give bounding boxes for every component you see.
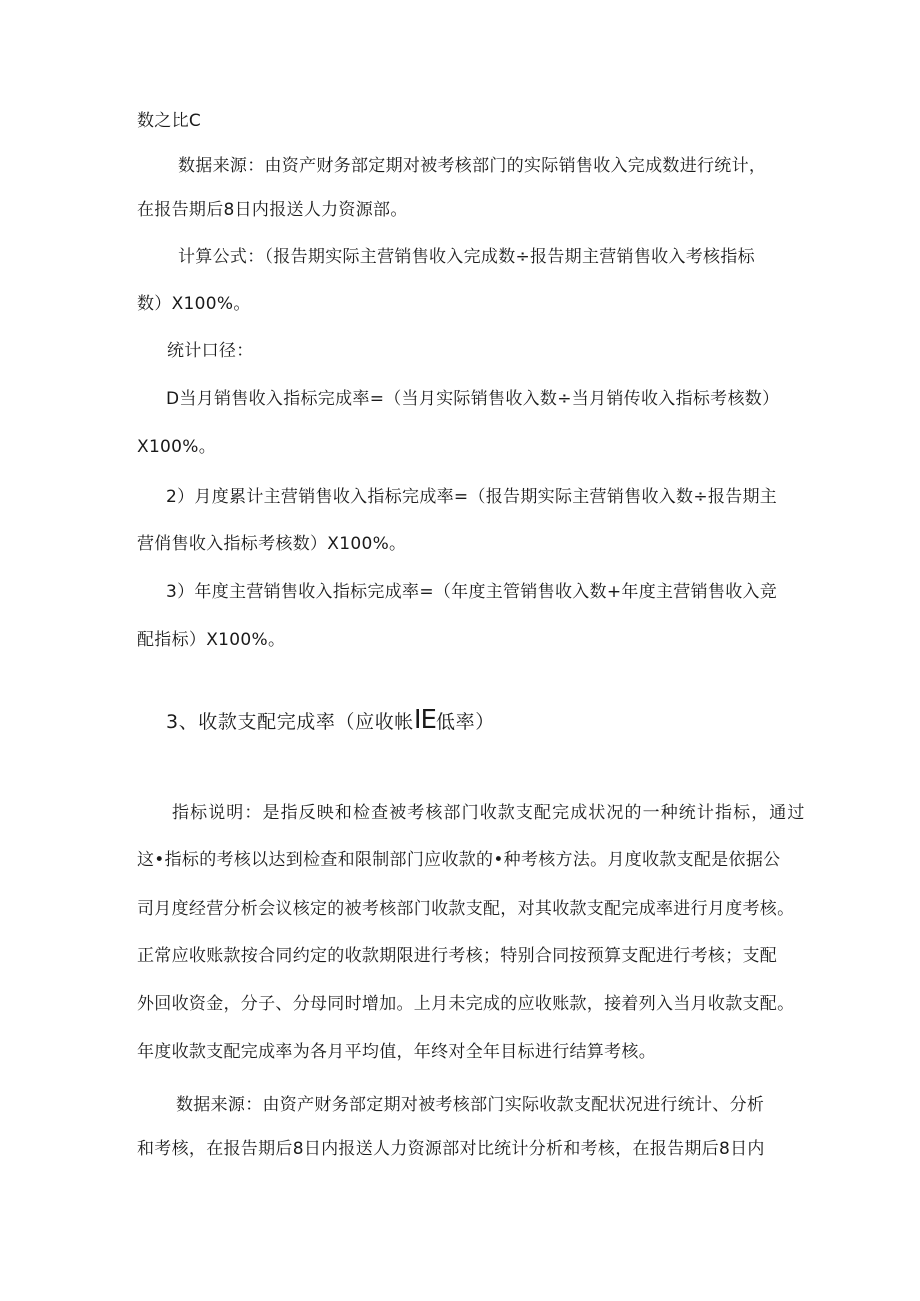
text-line: 这•指标的考核以达到检查和限制部门应收款的•种考核方法。月度收款支配是依据公: [137, 850, 781, 870]
heading-text: 低率）: [436, 711, 495, 733]
heading-text: 3、收款支配完成率（应收帐: [166, 711, 414, 733]
text-line: 配指标）X100%。: [137, 630, 286, 650]
text-line: 3）年度主营销售收入指标完成率=（年度主管销售收入数+年度主营销售收入竞: [166, 582, 778, 602]
text-line: 正常应收账款按合同约定的收款期限进行考核；特别合同按预算支配进行考核；支配: [137, 946, 778, 966]
text-line: 数之比C: [137, 111, 202, 131]
text-line: 统计口径：: [167, 341, 254, 361]
text-line: 营俏售收入指标考核数）X100%。: [137, 534, 407, 554]
text-line: 数据来源：由资产财务部定期对被考核部门实际收款支配状况进行统计、分析: [176, 1095, 765, 1115]
text-line: 数）X100%。: [137, 294, 251, 314]
section-heading: [166, 705, 495, 735]
text-line: 外回收资金，分子、分母同时增加。上月未完成的应收账款，接着列入当月收款支配。: [137, 994, 795, 1014]
text-line: D当月销售收入指标完成率=（当月实际销售收入数÷当月销传收入指标考核数）: [166, 389, 780, 409]
text-line: 指标说明：是指反映和检查被考核部门收款支配完成状况的一种统计指标，通过: [172, 803, 806, 823]
text-line: 和考核，在报告期后8日内报送人力资源部对比统计分析和考核，在报告期后8日内: [137, 1139, 765, 1159]
heading-text-large: IE: [413, 705, 436, 735]
text-line: 年度收款支配完成率为各月平均值，年终对全年目标进行结算考核。: [137, 1042, 656, 1062]
text-line: 2）月度累计主营销售收入指标完成率=（报告期实际主营销售收入数÷报告期主: [166, 487, 778, 507]
text-line: 计算公式：（报告期实际主营销售收入完成数÷报告期主营销售收入考核指标: [178, 247, 755, 267]
text-line: 数据来源：由资产财务部定期对被考核部门的实际销售收入完成数进行统计，: [178, 156, 767, 176]
text-line: X100%。: [137, 437, 217, 457]
text-line: 在报告期后8日内报送人力资源部。: [137, 200, 408, 220]
text-line: 司月度经营分析会议核定的被考核部门收款支配，对其收款支配完成率进行月度考核。: [137, 899, 795, 919]
